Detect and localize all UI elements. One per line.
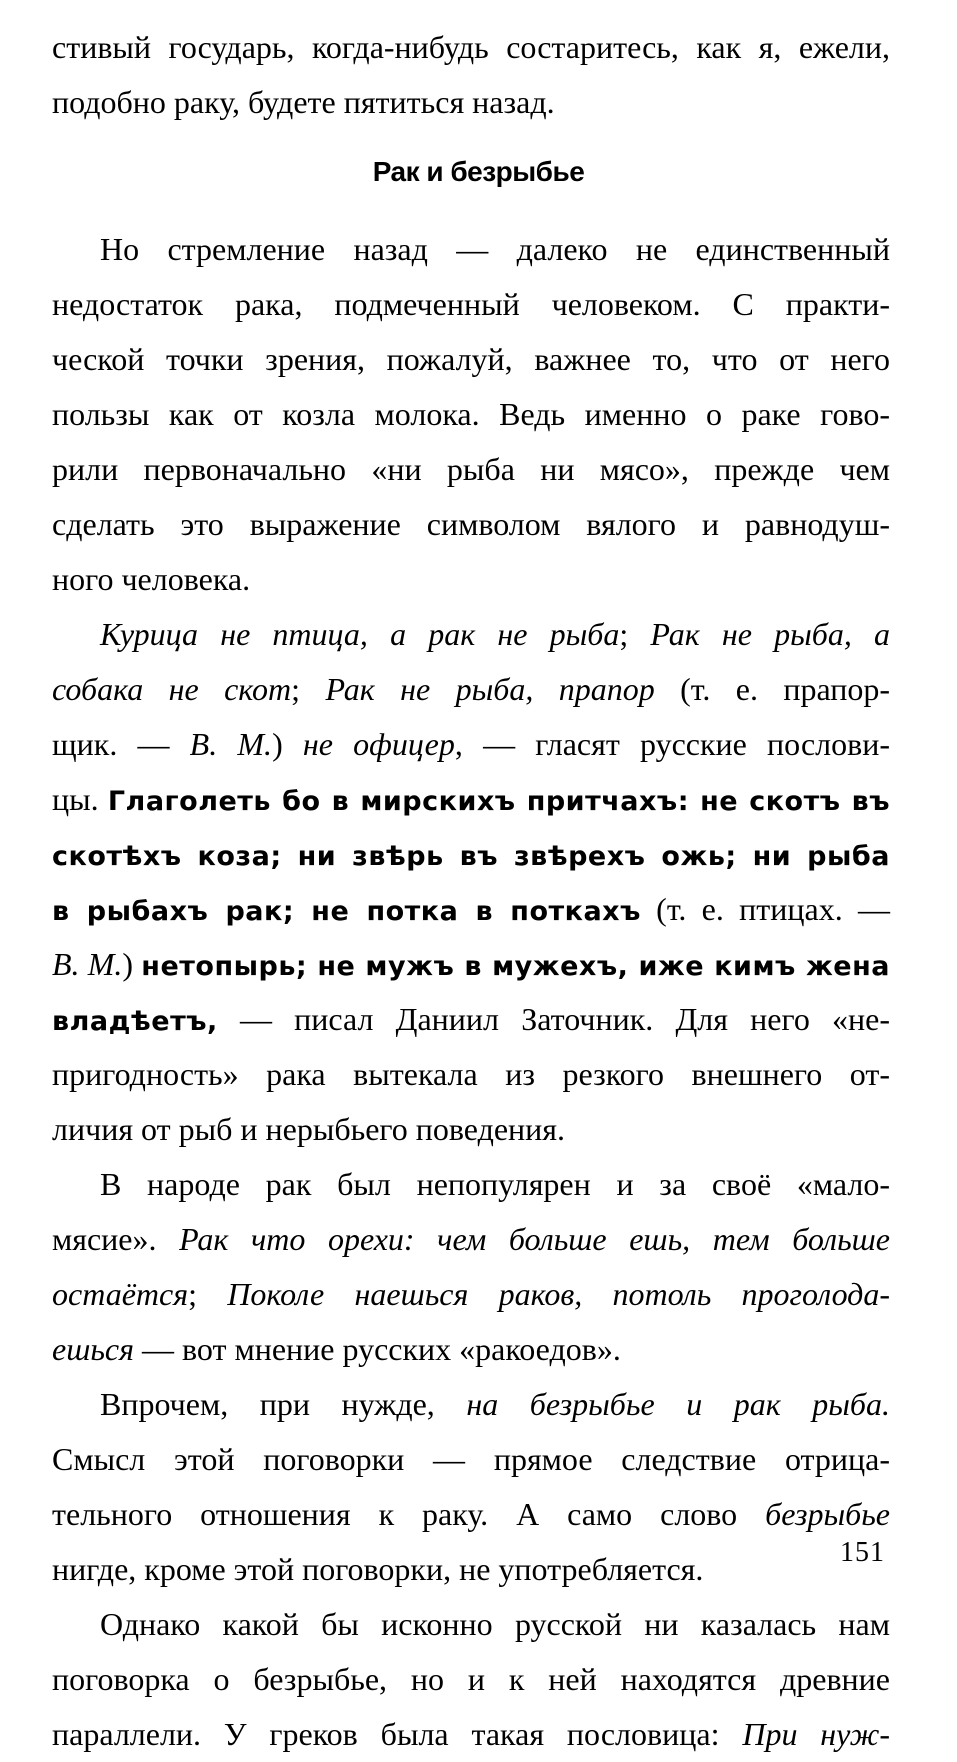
text-run: сделать это выражение символом вялого и равнодуш- [52, 506, 890, 542]
text-run: ; [188, 1276, 228, 1312]
text-line [52, 717, 890, 772]
text-run: цы. [52, 781, 108, 817]
text-line [52, 1652, 890, 1707]
text-run: пригодность» рака вытекала из резкого внешнего от- [52, 1056, 890, 1092]
text-line [52, 387, 890, 442]
text-run: ного человека. [52, 561, 251, 597]
page-number: 151 [840, 1537, 885, 1568]
text-line [52, 1432, 890, 1487]
proverb-italic: ешься [52, 1331, 134, 1367]
text-line [52, 497, 890, 552]
text-line [52, 1597, 890, 1652]
text-run: ; [291, 671, 326, 707]
text-run: подобно раку, будете пятиться назад. [52, 84, 555, 120]
text-line [52, 1377, 890, 1432]
text-run: — писал Даниил Заточник. Для него «не- [217, 1001, 890, 1037]
text-run: пользы как от козла молока. Ведь именно о раке гово- [52, 396, 890, 432]
text-run: поговорка о безрыбье, но и к ней находятся древние [52, 1661, 890, 1697]
text-line [52, 1707, 890, 1762]
top-text-block [52, 20, 890, 130]
text-line [52, 1487, 890, 1542]
text-run: Однако какой бы исконно русской ни казалась нам [100, 1606, 890, 1642]
text-line [52, 827, 890, 882]
old-slavonic-quote: владѣетъ, [52, 1006, 218, 1037]
proverb-italic: на безрыбье и рак рыба. [466, 1386, 891, 1422]
text-run: параллели. У греков была такая пословица: [52, 1716, 743, 1752]
proverb-italic: остаётся [52, 1276, 189, 1312]
text-line [52, 1267, 890, 1322]
text-run: нигде, кроме этой поговорки, не употребляется. [52, 1551, 704, 1587]
text-run: Смысл этой поговорки — прямое следствие отрица- [52, 1441, 890, 1477]
text-line [52, 20, 890, 75]
text-run: (т. е. прапор- [654, 671, 891, 707]
text-line [52, 937, 890, 992]
main-text-block [52, 222, 890, 1762]
text-run: Впрочем, при нужде, [100, 1386, 467, 1422]
section-heading: Рак и безрыбье [372, 156, 585, 187]
text-line [52, 607, 890, 662]
text-run: ; [619, 616, 651, 652]
text-run: , — гласят русские послови- [454, 726, 891, 762]
text-line [52, 882, 890, 937]
text-line [52, 1047, 890, 1102]
text-run: тельного отношения к раку. А само слово [52, 1496, 766, 1532]
proverb-italic: Рак что орехи: чем больше ешь, тем больше [179, 1221, 891, 1257]
text-run: (т. е. птицах. — [640, 891, 890, 927]
proverb-italic: собака не скот [52, 671, 292, 707]
text-run: ) [272, 726, 303, 762]
proverb-italic: При нуж- [742, 1716, 891, 1752]
proverb-italic: Курица не птица, а рак не рыба [100, 616, 620, 652]
text-line [52, 662, 890, 717]
author-initials: В. М. [52, 946, 123, 982]
proverb-italic: Рак не рыба, а [650, 616, 891, 652]
text-run: стивый государь, когда-нибудь состаритесь, как я, ежели, [52, 29, 890, 65]
text-run: рили первоначально «ни рыба ни мясо», прежде чем [52, 451, 890, 487]
old-slavonic-quote: скотѣхъ коза; ни звѣрь въ звѣрехъ ожь; ни рыба [52, 841, 890, 872]
text-line [52, 1212, 890, 1267]
text-run: недостаток рака, подмеченный человеком. С практи- [52, 286, 890, 322]
old-slavonic-quote: Глаголеть бо в мирскихъ притчахъ: не скотъ въ [107, 786, 890, 817]
text-run: мясие». [52, 1221, 180, 1257]
text-line [52, 1102, 890, 1157]
text-line [52, 992, 890, 1047]
text-run: щик. — [52, 726, 190, 762]
text-line [52, 1542, 890, 1597]
proverb-italic: Поколе наешься раков, потоль проголода- [227, 1276, 891, 1312]
text-line [52, 75, 890, 130]
old-slavonic-quote: в рыбахъ рак; не потка в поткахъ [52, 896, 641, 927]
proverb-italic: Рак не рыба, прапор [325, 671, 655, 707]
text-line [52, 1157, 890, 1212]
text-line [52, 277, 890, 332]
text-line [52, 442, 890, 497]
text-run: Но стремление назад — далеко не единственный [100, 231, 890, 267]
text-run: — вот мнение русских «ракоедов». [134, 1331, 621, 1367]
old-slavonic-quote: нетопырь; не мужъ в мужехъ, иже кимъ жена [141, 951, 890, 982]
term-italic: безрыбье [765, 1496, 890, 1532]
text-line [52, 772, 890, 827]
text-run: личия от рыб и нерыбьего поведения. [52, 1111, 566, 1147]
text-line [52, 332, 890, 387]
text-line [52, 1322, 890, 1377]
proverb-italic: не офицер [302, 726, 455, 762]
author-initials: В. М. [189, 726, 273, 762]
text-line [52, 222, 890, 277]
text-run: ) [122, 946, 142, 982]
text-line [52, 552, 890, 607]
text-run: ческой точки зрения, пожалуй, важнее то, что от него [52, 341, 890, 377]
text-run: В народе рак был непопулярен и за своё «мало- [100, 1166, 890, 1202]
